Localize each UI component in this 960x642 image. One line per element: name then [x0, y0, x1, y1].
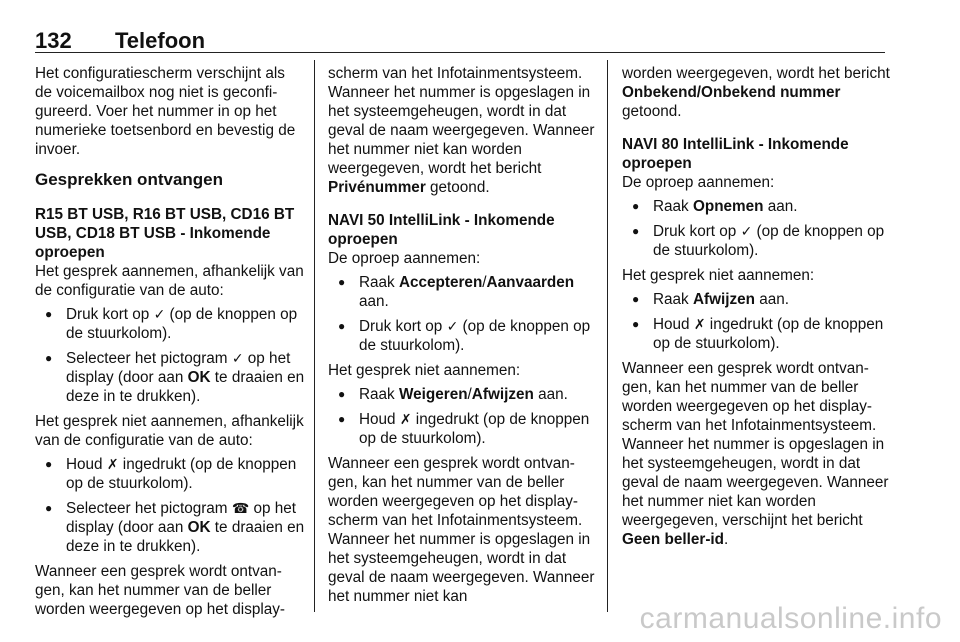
text: / [482, 274, 487, 291]
text: ingedrukt (op de knoppen op de stuurkolom). [359, 411, 590, 447]
text: (op de knoppen op de stuurkolom). [653, 223, 885, 259]
column-2 [328, 64, 596, 606]
text: (op de knoppen op de stuurkolom). [359, 318, 591, 354]
text: ingedrukt (op de knoppen op de stuurkolom). [653, 316, 884, 352]
text: getoond. [622, 103, 682, 120]
reject-list [328, 385, 596, 448]
ok-label: OK [187, 519, 211, 536]
text: Houd [359, 411, 400, 428]
reject-intro: Het gesprek niet aannemen, afhankelijk van de configuratie van de auto: [35, 413, 304, 449]
text: Houd [653, 316, 694, 333]
reject-intro: Het gesprek niet aannemen: [622, 267, 815, 284]
text: (op de knoppen op de stuurkolom). [66, 306, 298, 342]
list-item [622, 197, 890, 216]
list-item [328, 273, 596, 311]
reject-list [35, 455, 305, 556]
phone-handset-icon: ☎ [231, 500, 250, 516]
continued-paragraph [622, 64, 890, 121]
column-1 [35, 64, 305, 619]
list-item [35, 349, 305, 406]
accept-list [622, 197, 890, 260]
list-item [328, 317, 596, 355]
text: getoond. [425, 179, 490, 196]
message-label: Onbekend [622, 84, 697, 101]
text: aan. [755, 291, 790, 308]
continued-paragraph [328, 64, 596, 197]
message-label: Privénummer [328, 179, 426, 196]
text: Druk kort op [66, 306, 154, 323]
text: Raak [653, 198, 693, 215]
button-label: Aanvaarden [486, 274, 575, 291]
text: aan. [359, 293, 389, 310]
text: op het display (door aan [66, 350, 291, 386]
button-label: Afwijzen [692, 291, 756, 308]
incoming-paragraph: Wanneer een gesprek wordt ontvangen, kan het nummer van de beller worden weergegeven op het display- [35, 563, 286, 618]
phone-answer-icon: ✓ [740, 223, 753, 239]
list-item [328, 385, 596, 404]
list-item [622, 290, 890, 309]
reject-intro: Het gesprek niet aannemen: [328, 362, 521, 379]
phone-hangup-icon: ✗ [106, 456, 119, 472]
incoming-paragraph: Wanneer een gesprek wordt ontvangen, kan het nummer van de beller worden weergegeven op het displayscherm van het Infotainmentsysteem. Wanneer het nummer is opgeslagen in het systeemgeheugen, wordt in dat geval de naam weergegeven. Wanneer het nummer niet kan [328, 455, 595, 605]
text: Druk kort op [653, 223, 741, 240]
page-header [35, 14, 885, 53]
reject-list [622, 290, 890, 353]
text: op het display (door aan [66, 500, 297, 536]
text: te draaien en deze in te drukken). [66, 369, 305, 405]
ok-label: OK [187, 369, 211, 386]
accept-list [328, 273, 596, 355]
subsection-heading: NAVI 80 IntelliLink - Inkomende oproepen [622, 136, 849, 172]
text: / [467, 386, 472, 403]
watermark: carmanualsonline.info [639, 602, 942, 635]
page-number: 132 [35, 28, 72, 53]
text: Wanneer een gesprek wordt ontvangen, kan het nummer van de beller worden weergegeven op het displayscherm van het Infotainmentsysteem. Wanneer het nummer is opgeslagen in het systeemgeheugen, wordt in dat geval de naam weergegeven. Wanneer het nummer niet kan worden weergegeven, verschijnt het bericht [622, 360, 889, 529]
text: Druk kort op [359, 318, 447, 335]
phone-answer-icon: ✓ [153, 306, 166, 322]
text: ingedrukt (op de knoppen op de stuurkolom). [66, 456, 297, 492]
list-item [35, 455, 305, 493]
incoming-paragraph [622, 359, 890, 549]
phone-answer-icon: ✓ [231, 350, 244, 366]
text: . [724, 531, 729, 548]
text: Houd [66, 456, 107, 473]
list-item [622, 315, 890, 353]
list-item [328, 410, 596, 448]
button-label: Weigeren [398, 386, 468, 403]
accept-intro: Het gesprek aannemen, afhankelijk van de configuratie van de auto: [35, 263, 304, 299]
text: aan. [533, 386, 568, 403]
accept-list [35, 305, 305, 406]
text: te draaien en deze in te drukken). [66, 519, 305, 555]
list-item [35, 499, 305, 556]
text: Raak [359, 386, 399, 403]
phone-hangup-icon: ✗ [693, 316, 706, 332]
text: / [696, 84, 702, 101]
text: aan. [763, 198, 798, 215]
phone-answer-icon: ✓ [446, 318, 459, 334]
list-item [622, 222, 890, 260]
button-label: Afwijzen [471, 386, 534, 403]
subsection-heading: NAVI 50 IntelliLink - Inkomende oproepen [328, 212, 555, 248]
message-label: Geen beller-id [622, 531, 725, 548]
accept-intro: De oproep aannemen: [622, 174, 775, 191]
button-label: Opnemen [692, 198, 764, 215]
accept-intro: De oproep aannemen: [328, 250, 481, 267]
button-label: Accepteren [398, 274, 483, 291]
text: Selecteer het pictogram [66, 350, 232, 367]
column-divider [607, 60, 608, 612]
text: Selecteer het pictogram [66, 500, 232, 517]
column-divider [314, 60, 315, 612]
column-3 [622, 64, 890, 549]
text: Raak [359, 274, 399, 291]
text: scherm van het Infotainmentsysteem. Wanneer het nummer is opgeslagen in het systeemgeheugen, wordt in dat geval de naam weergegeven. Wanneer het nummer niet kan worden weergegeven, wordt het bericht [328, 65, 595, 177]
text: worden weergegeven, wordt het bericht [622, 65, 890, 82]
section-heading: Gesprekken ontvangen [35, 170, 224, 189]
text: Raak [653, 291, 693, 308]
intro-paragraph: Het configuratiescherm verschijnt als de voicemailbox nog niet is geconfigureerd. Voer het nummer in op het numerieke toetsenbord en bevestig de invoer. [35, 65, 296, 158]
phone-hangup-icon: ✗ [399, 411, 412, 427]
list-item [35, 305, 305, 343]
page-title: Telefoon [115, 28, 206, 53]
subsection-heading: R15 BT USB, R16 BT USB, CD16 BT USB, CD18 BT USB - Inkomende oproepen [35, 206, 295, 261]
message-label: Onbekend nummer [701, 84, 841, 101]
